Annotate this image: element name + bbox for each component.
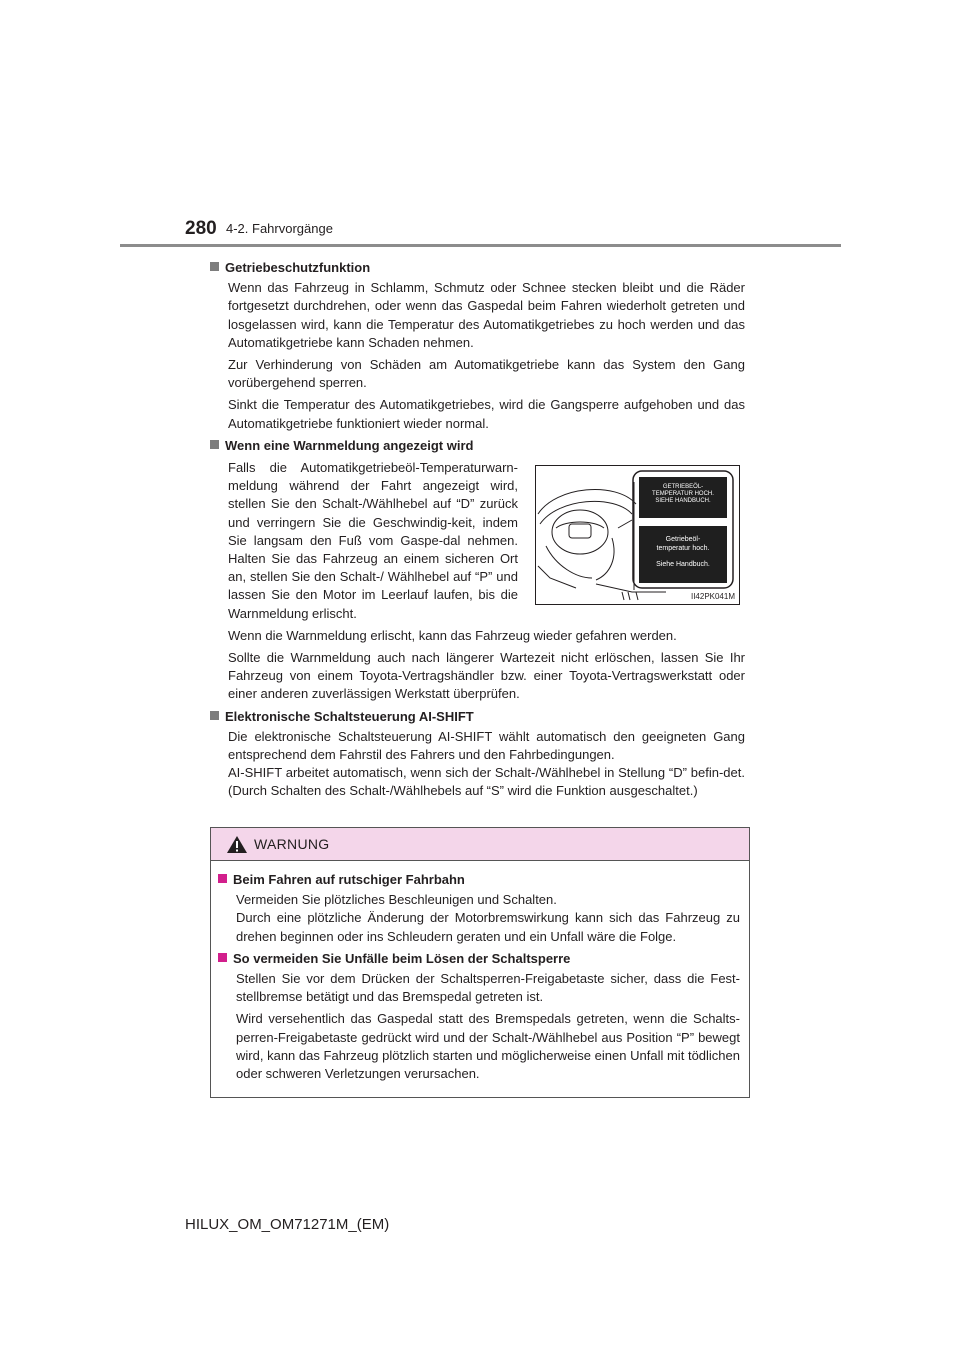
heading-marker-icon	[210, 711, 219, 720]
warning-triangle-icon	[226, 835, 248, 854]
heading-text: Wenn eine Warnmeldung angezeigt wird	[225, 437, 474, 453]
paragraph: Vermeiden Sie plötzliches Beschleunigen und Schalten.	[236, 892, 557, 908]
paragraph: Falls die Automatikgetriebeöl-Temperaturwarn-meldung während der Fahrt angezeigt wird, stellen Sie den Schalt-/Wählhebel auf “D” zurück und verringern Sie die Geschwindig-keit, indem Sie langsam den Fuß vom Gaspe-dal nehmen. Halten Sie das Fahrzeug an einem sicheren Ort an, stellen Sie den Schalt-/ Wählhebel auf “P” und lassen Sie den Motor im Leerlauf laufen, bis die Warnmeldung erlischt.	[228, 460, 518, 621]
heading-text: Getriebeschutzfunktion	[225, 260, 371, 275]
warning-body	[211, 861, 749, 1083]
warning-display-illustration	[535, 465, 740, 605]
display-message-lower	[639, 526, 727, 583]
section-reference: 4-2. Fahrvorgänge	[226, 221, 333, 236]
heading-text: So vermeiden Sie Unfälle beim Lösen der Schaltsperre	[233, 950, 571, 966]
warning-header	[211, 828, 749, 861]
section-heading	[210, 708, 745, 726]
warning-marker-icon	[218, 874, 227, 883]
paragraph: Zur Verhinderung von Schäden am Automatikgetriebe kann das System den Gang vorübergehend sperren.	[228, 357, 745, 391]
paragraph: Sinkt die Temperatur des Automatikgetriebes, wird die Gangsperre aufgehoben und das Automatikgetriebe funktioniert wieder normal.	[228, 397, 745, 431]
header-rule	[120, 244, 841, 247]
paragraph: Sollte die Warnmeldung auch nach längerer Wartezeit nicht erlöschen, lassen Sie Ihr Fahrzeug von einem Toyota-Vertragshändler bzw. einer Toyota-Vertragswerkstatt oder einer anderen zuverlässigen Werkstatt überprüfen.	[228, 650, 745, 702]
paragraph: Stellen Sie vor dem Drücken der Schaltsperren-Freigabetaste sicher, dass die Fest-stellbremse betätigt und das Bremspedal getreten ist.	[236, 971, 740, 1005]
paragraph: Wenn die Warnmeldung erlischt, kann das Fahrzeug wieder gefahren werden.	[228, 627, 677, 643]
display-text: Getriebeöl-	[665, 536, 701, 544]
warning-box	[210, 827, 750, 1098]
warning-title: WARNUNG	[254, 836, 330, 852]
paragraph: AI-SHIFT arbeitet automatisch, wenn sich der Schalt-/Wählhebel in Stellung “D” befin-det. (Durch Schalten des Schalt-/Wählhebels auf “S” wird die Funktion ausgeschaltet.)	[228, 765, 745, 799]
display-text: Siehe Handbuch.	[656, 561, 710, 569]
heading-text: Elektronische Schaltsteuerung AI-SHIFT	[225, 708, 474, 724]
warning-marker-icon	[218, 953, 227, 962]
display-message-upper	[639, 477, 727, 518]
paragraph: Wird versehentlich das Gaspedal statt des Bremspedals getreten, wenn die Schalts-perren-Freigabetaste gedrückt wird und der Schalt-/Wählhebel aus Position “P” bewegt wird, kann das Fahrzeug plötzlich starten und möglicherweise einen Unfall mit tödlichen oder schweren Verletzungen verursachen.	[236, 1011, 740, 1082]
figure-code: II42PK041M	[690, 592, 735, 602]
display-text: TEMPERATUR HOCH.	[652, 491, 714, 498]
display-text: SIEHE HANDBUCH.	[655, 498, 711, 505]
heading-marker-icon	[210, 262, 219, 271]
heading-marker-icon	[210, 440, 219, 449]
text-with-figure	[228, 459, 745, 623]
main-content	[210, 255, 745, 801]
display-text: temperatur hoch.	[656, 545, 710, 553]
warning-section-heading	[218, 950, 740, 968]
paragraph: Die elektronische Schaltsteuerung AI-SHIFT wählt automatisch den geeigneten Gang entsprechend dem Fahrstil des Fahrers und den Fahrbedingungen.	[228, 728, 745, 763]
page-number: 280	[185, 218, 217, 239]
heading-text: Beim Fahren auf rutschiger Fahrbahn	[233, 872, 465, 887]
section-heading	[210, 259, 745, 277]
display-text: GETRIEBEÖL-	[662, 484, 704, 491]
section-heading	[210, 437, 745, 455]
paragraph: Durch eine plötzliche Änderung der Motorbremswirkung kann sich das Fahrzeug zu drehen beginnen oder ins Schleudern geraten und ein Unfall wäre die Folge.	[236, 910, 740, 944]
paragraph: Wenn das Fahrzeug in Schlamm, Schmutz oder Schnee stecken bleibt und die Räder fortgesetzt durchdrehen, oder wenn das Gaspedal beim Fahren wiederholt getreten und losgelassen wird, kann die Temperatur des Automatikgetriebes zu hoch werden und das Automatikgetriebe kann Schaden nehmen.	[228, 280, 745, 350]
document-id: HILUX_OM_OM71271M_(EM)	[185, 1216, 390, 1233]
warning-section-heading	[218, 871, 740, 889]
